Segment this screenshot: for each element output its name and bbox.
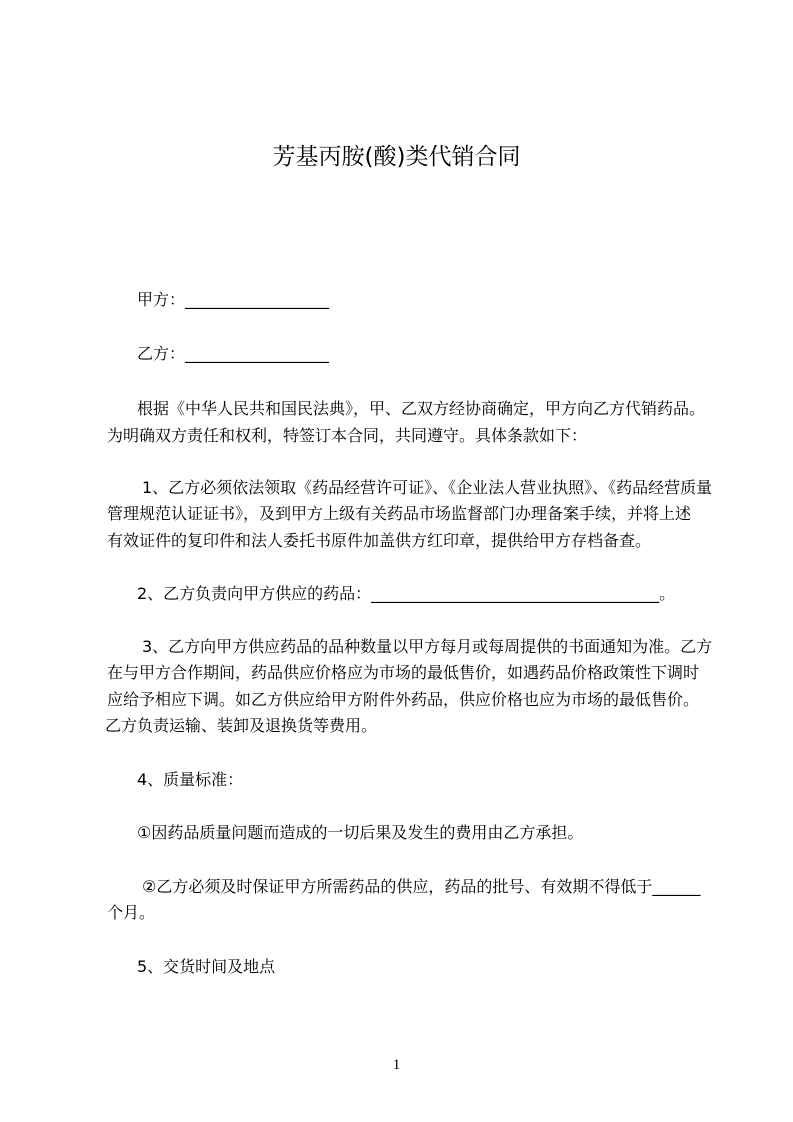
party-a-line: 甲方：__________________ (137, 290, 330, 309)
party-b-line: 乙方：__________________ (137, 344, 330, 363)
paragraph-line: ②乙方必须及时保证甲方所需药品的供应，药品的批号、有效期不得低于______ (142, 877, 701, 896)
paragraph-line: 在与甲方合作期间，药品供应价格应为市场的最低售价，如遇药品价格政策性下调时 (107, 663, 700, 682)
paragraph-line: 1、乙方必须依法领取《药品经营许可证》、《企业法人营业执照》、《药品经营质量 (142, 478, 713, 497)
paragraph-line: 管理规范认证证书》，及到甲方上级有关药品市场监督部门办理备案手续，并将上述 (107, 504, 692, 523)
document-title: 芳基丙胺(酸)类代销合同 (272, 144, 521, 170)
paragraph-line: 个月。 (107, 903, 156, 922)
paragraph-line: 应给予相应下调。如乙方供应给甲方附件外药品，供应价格也应为市场的最低售价。 (107, 690, 700, 709)
paragraph-line: 2、乙方负责向甲方供应的药品：____________________________________。 (137, 584, 676, 603)
paragraph-line: 根据《中华人民共和国民法典》，甲、乙双方经协商确定，甲方向乙方代销药品。 (137, 399, 706, 418)
paragraph-line: ①因药品质量问题而造成的一切后果及发生的费用由乙方承担。 (137, 823, 584, 842)
clause-heading: 4、质量标准： (137, 770, 244, 789)
clause-heading: 5、交货时间及地点 (137, 957, 276, 976)
paragraph-line: 3、乙方向甲方供应药品的品种数量以甲方每月或每周提供的书面通知为准。乙方 (142, 637, 713, 656)
paragraph-line: 有效证件的复印件和法人委托书原件加盖供方红印章，提供给甲方存档备查。 (107, 531, 652, 550)
page-number: 1 (392, 1057, 401, 1073)
paragraph-line: 为明确双方责任和权利，特签订本合同，共同遵守。具体条款如下： (107, 426, 588, 445)
paragraph-line: 乙方负责运输、装卸及退换货等费用。 (105, 716, 378, 735)
